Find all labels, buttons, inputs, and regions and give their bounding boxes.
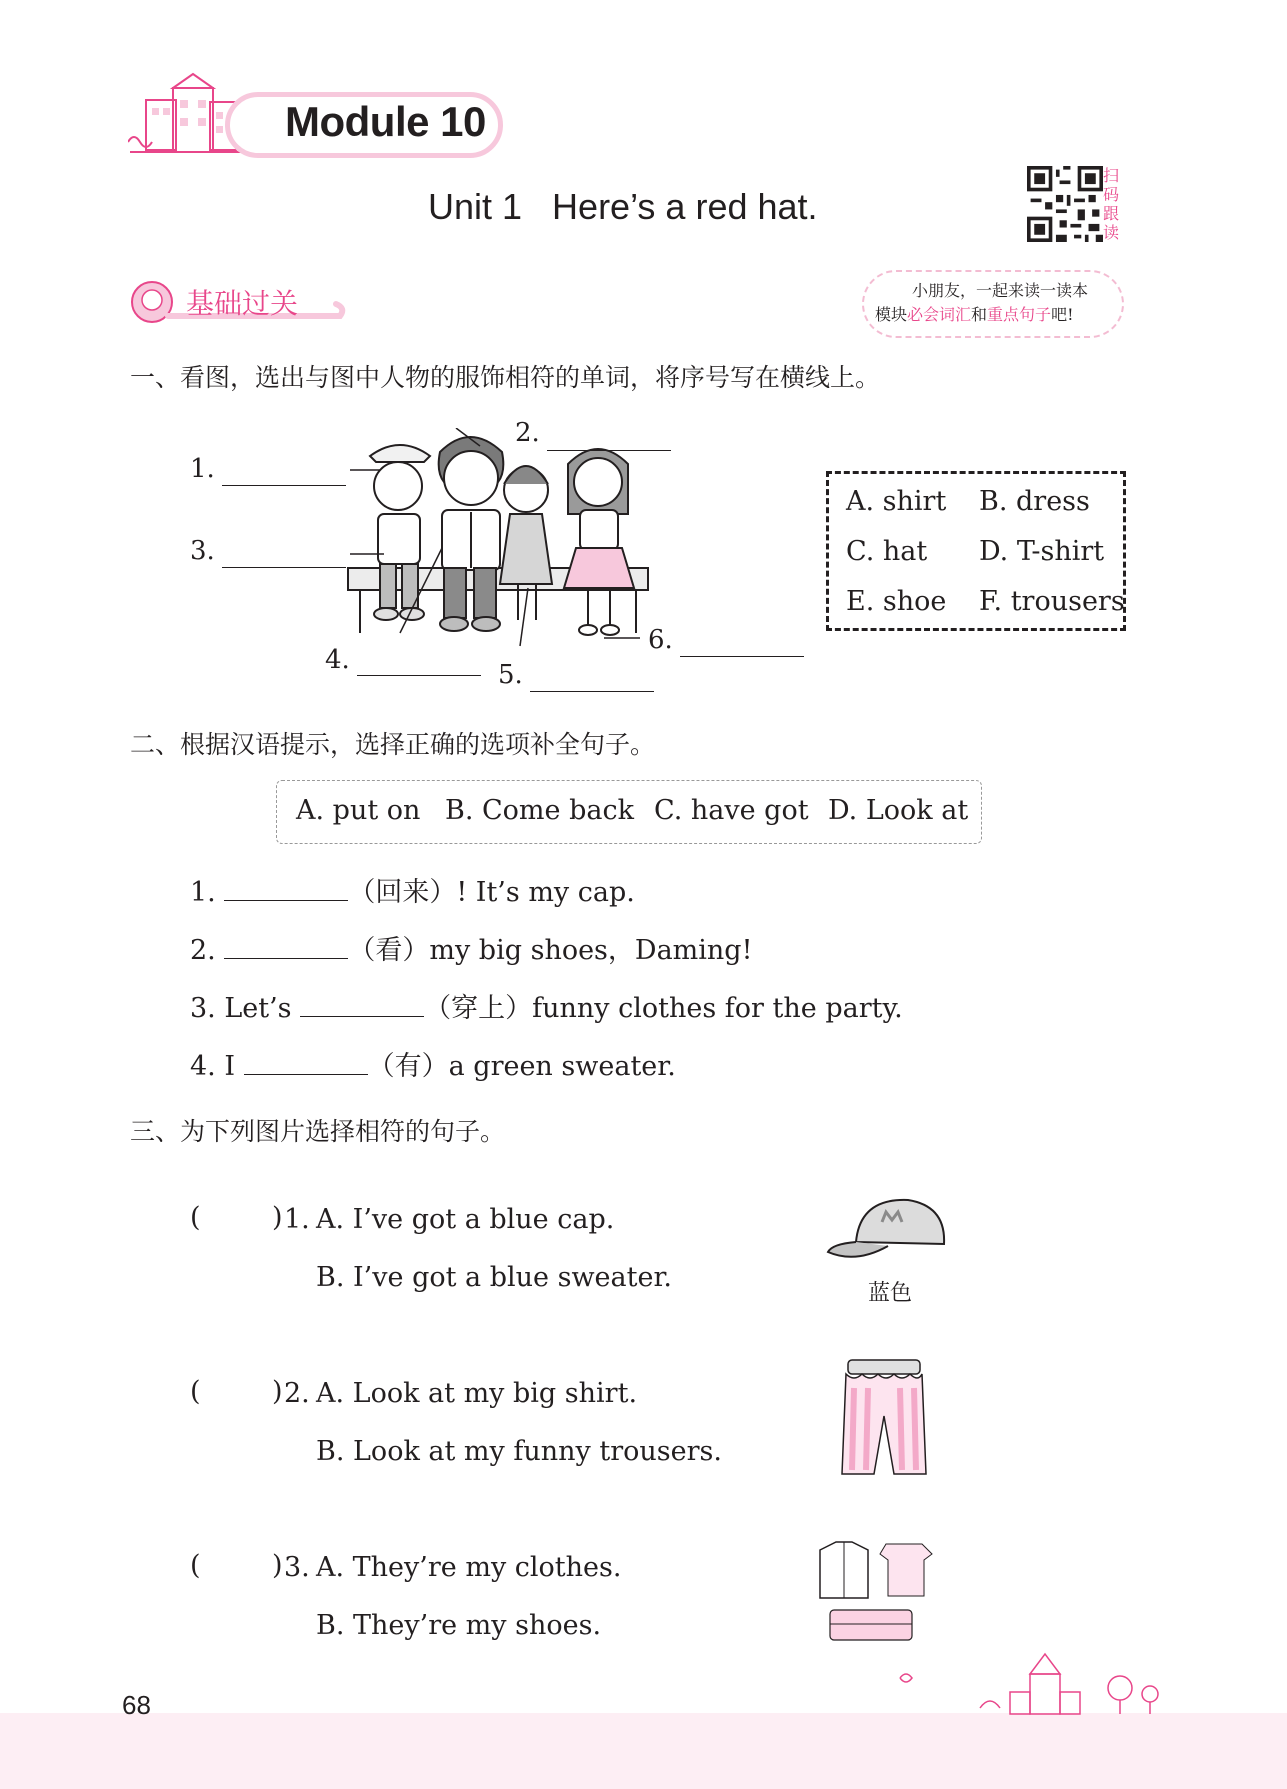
phrase-option: A. put on bbox=[296, 795, 421, 826]
chinese-hint: （看） bbox=[348, 935, 430, 966]
p1-label-1: 1. bbox=[190, 454, 215, 484]
p2-blank-3[interactable] bbox=[300, 992, 424, 1017]
section-title: 基础过关 bbox=[186, 287, 299, 320]
p1-blank-6[interactable] bbox=[680, 632, 804, 657]
item-number: 3. Let’s bbox=[190, 993, 292, 1024]
tip-bubble-line1: 小朋友，一起来读一读本 bbox=[912, 281, 1089, 300]
answer-slot-2[interactable] bbox=[200, 1374, 270, 1410]
item-number: 2. bbox=[190, 935, 216, 966]
p3-image-caption: 蓝色 bbox=[868, 1281, 913, 1306]
chinese-hint: （回来） bbox=[348, 877, 457, 908]
answer-paren-open: ( bbox=[190, 1376, 201, 1407]
tip-highlight-sentences: 重点句子 bbox=[987, 305, 1052, 324]
answer-paren-close: ) bbox=[272, 1202, 283, 1233]
footer-band bbox=[0, 1713, 1287, 1789]
p1-blank-2[interactable] bbox=[547, 426, 671, 451]
unit-title: Unit 1 Here’s a red hat. bbox=[428, 186, 818, 227]
footer-castle-illustration bbox=[880, 1648, 1170, 1718]
tip-text: 模块 bbox=[875, 305, 908, 324]
tip-bubble-line2 bbox=[875, 302, 1074, 325]
p2-blank-2[interactable] bbox=[224, 934, 348, 959]
p3-option-b: B. Look at my funny trousers. bbox=[316, 1436, 722, 1467]
p1-blank-1[interactable] bbox=[222, 461, 346, 486]
p1-label-6: 6. bbox=[648, 625, 673, 655]
page-number: 68 bbox=[122, 1690, 151, 1720]
p2-blank-4[interactable] bbox=[244, 1050, 368, 1075]
blue-cap-image bbox=[826, 1192, 950, 1272]
phrase-option: C. have got bbox=[654, 795, 809, 826]
p1-blank-3[interactable] bbox=[222, 543, 346, 568]
answer-slot-1[interactable] bbox=[200, 1200, 270, 1236]
part2-heading: 二、根据汉语提示，选择正确的选项补全句子。 bbox=[130, 730, 656, 759]
word-option: D. T-shirt bbox=[979, 536, 1105, 567]
word-option: E. shoe bbox=[846, 586, 947, 617]
sentence-text: funny clothes for the party. bbox=[532, 993, 903, 1024]
word-option: B. dress bbox=[979, 486, 1090, 517]
p2-item-2 bbox=[190, 928, 752, 967]
p3-option-a: A. I’ve got a blue cap. bbox=[316, 1204, 615, 1235]
answer-paren-close: ) bbox=[272, 1550, 283, 1581]
item-number: 4. I bbox=[190, 1051, 236, 1082]
children-bench-illustration bbox=[340, 428, 660, 648]
phrase-option: D. Look at bbox=[828, 795, 969, 826]
sentence-text: my big shoes，Daming! bbox=[429, 935, 753, 966]
part1-heading: 一、看图，选出与图中人物的服饰相符的单词，将序号写在横线上。 bbox=[130, 363, 881, 392]
tip-text: 和 bbox=[971, 305, 988, 324]
word-option: C. hat bbox=[846, 536, 928, 567]
p3-item-number: 1. bbox=[284, 1204, 310, 1235]
word-option: F. trousers bbox=[979, 586, 1125, 617]
p3-option-b: B. I’ve got a blue sweater. bbox=[316, 1262, 672, 1293]
tip-text: 吧! bbox=[1051, 305, 1074, 324]
p3-option-a: A. They’re my clothes. bbox=[316, 1552, 622, 1583]
answer-paren-close: ) bbox=[272, 1376, 283, 1407]
module-title: Module 10 bbox=[285, 98, 486, 145]
clothes-image bbox=[810, 1530, 940, 1646]
p2-item-1 bbox=[190, 870, 635, 909]
answer-slot-3[interactable] bbox=[200, 1548, 270, 1584]
p1-label-5: 5. bbox=[498, 660, 523, 690]
p1-blank-4[interactable] bbox=[357, 651, 481, 676]
p1-label-3: 3. bbox=[190, 536, 215, 566]
p1-label-2: 2. bbox=[515, 418, 540, 448]
p2-blank-1[interactable] bbox=[224, 876, 348, 901]
part3-heading: 三、为下列图片选择相符的句子。 bbox=[130, 1117, 506, 1146]
p2-item-4 bbox=[190, 1044, 676, 1083]
p3-option-a: A. Look at my big shirt. bbox=[316, 1378, 638, 1409]
sentence-text: a green sweater. bbox=[448, 1051, 676, 1082]
funny-trousers-image bbox=[834, 1356, 934, 1486]
qr-label: 扫码跟读 bbox=[1103, 166, 1120, 242]
chinese-hint: （穿上） bbox=[424, 993, 533, 1024]
p1-label-4: 4. bbox=[325, 645, 350, 675]
p2-item-3 bbox=[190, 986, 903, 1025]
tip-highlight-words: 必会词汇 bbox=[907, 305, 972, 324]
word-option: A. shirt bbox=[846, 486, 947, 517]
phrase-option: B. Come back bbox=[445, 795, 634, 826]
item-number: 1. bbox=[190, 877, 216, 908]
p1-blank-5[interactable] bbox=[530, 667, 654, 692]
qr-code-icon[interactable] bbox=[1027, 166, 1103, 242]
sentence-text: ! It’s my cap. bbox=[456, 877, 635, 908]
answer-paren-open: ( bbox=[190, 1550, 201, 1581]
p3-option-b: B. They’re my shoes. bbox=[316, 1610, 602, 1641]
chinese-hint: （有） bbox=[367, 1051, 449, 1082]
answer-paren-open: ( bbox=[190, 1202, 201, 1233]
p3-item-number: 3. bbox=[284, 1552, 310, 1583]
p3-item-number: 2. bbox=[284, 1378, 310, 1409]
